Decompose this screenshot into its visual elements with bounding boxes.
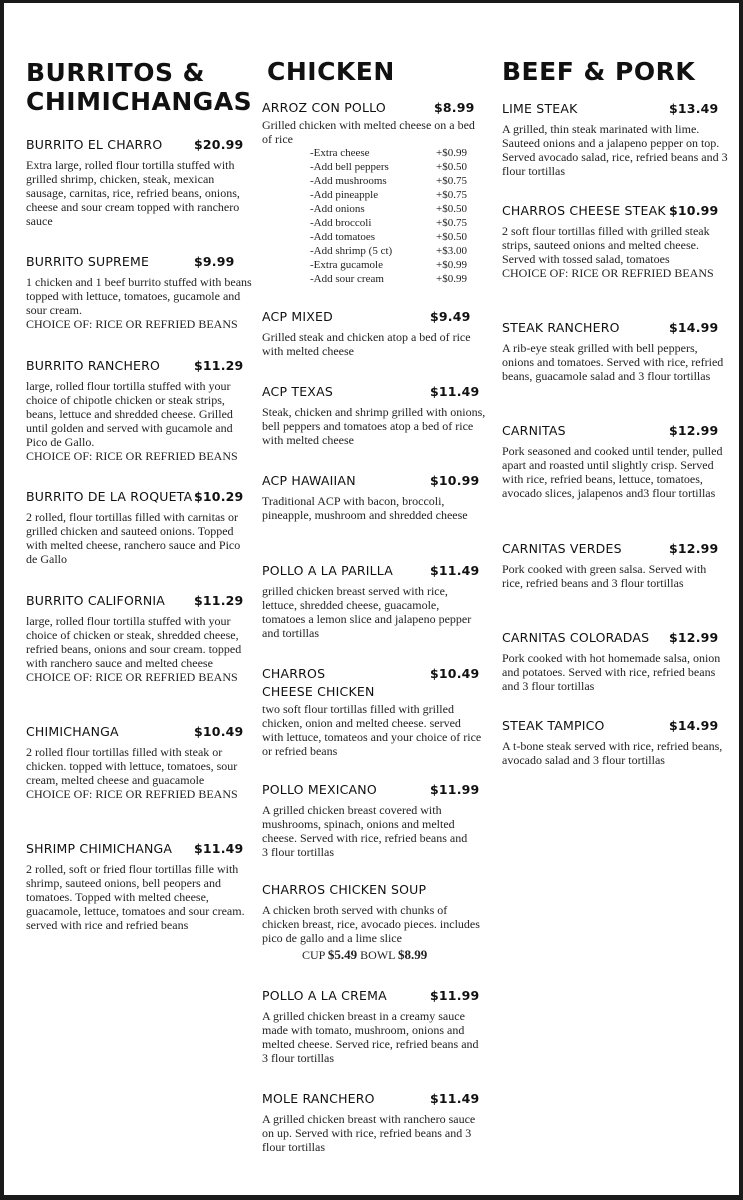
beef-pork-heading: BEEF & PORK xyxy=(502,57,696,86)
item-name: CARNITAS COLORADAS xyxy=(502,630,650,645)
item-choice: CHOICE OF: RICE OR REFRIED BEANS xyxy=(26,449,238,463)
item-name: ACP TEXAS xyxy=(262,384,333,399)
item-description: Grilled chicken with melted cheese on a bed of rice xyxy=(262,118,475,146)
item-price: $11.49 xyxy=(430,384,480,399)
item-description: Pork cooked with hot homemade salsa, onion and potatoes. Served with rice, refried beans and 3 flour tortillas xyxy=(502,651,721,693)
addon-row xyxy=(310,202,490,216)
addon-name: -Add pineapple xyxy=(310,189,379,201)
addon-price: +$0.50 xyxy=(436,231,467,243)
item-price: $11.99 xyxy=(430,988,480,1003)
item-name: CHARROS CHICKEN SOUP xyxy=(262,882,427,897)
menu-item-mole-ranchero xyxy=(262,1091,480,1154)
menu-item-charros-cheese-steak xyxy=(502,203,720,280)
chicken-heading: CHICKEN xyxy=(267,57,395,86)
addon-price: +$0.50 xyxy=(436,203,467,215)
cup-label: CUP xyxy=(302,948,325,962)
item-price: $10.49 xyxy=(430,666,480,681)
addon-price: +$0.75 xyxy=(436,175,467,187)
menu-item-burrito-ranchero xyxy=(26,358,252,463)
menu-item-charros-cheese-chicken xyxy=(262,666,484,758)
item-price: $14.99 xyxy=(669,718,719,733)
item-description: large, rolled flour tortilla stuffed with your choice of chipotle chicken or steak strips, beans, lettuce and shredded cheese. Grilled until golden and served with gucamole and Pico de Gallo. xyxy=(26,379,233,449)
bowl-price: $8.99 xyxy=(398,947,428,962)
item-description: A grilled, thin steak marinated with lime. Sauteed onions and a jalapeno pepper on top. Served avocado salad, rice, refried beans and 3 flour tortillas xyxy=(502,122,728,178)
menu-item-arroz-con-pollo xyxy=(262,100,478,146)
addon-name: -Add tomatoes xyxy=(310,231,376,243)
item-name: POLLO A LA CREMA xyxy=(262,988,387,1003)
addon-name: -Extra cheese xyxy=(310,147,370,159)
item-description: Pork seasoned and cooked until tender, pulled apart and roasted until slightly crisp. Served with rice, refried beans, lettuce, tomatoes, avocado slices, jalapenos and3 flour tortillas xyxy=(502,444,723,500)
item-name: CHARROS CHEESE STEAK xyxy=(502,203,666,218)
item-description: A t-bone steak served with rice, refried beans, avocado salad and 3 flour tortillas xyxy=(502,739,723,767)
item-description: Extra large, rolled flour tortilla stuffed with grilled shrimp, chicken, steak, mexican sausage, carnitas, rice, refried beans, onions, cheese and sour cream topped with ranchero sauce xyxy=(26,158,240,228)
addon-row xyxy=(310,272,490,286)
item-price: $14.99 xyxy=(669,320,719,335)
item-name: POLLO MEXICANO xyxy=(262,782,377,797)
item-description: 2 rolled, flour tortillas filled with carnitas or grilled chicken and sauteed onions. Topped with melted cheese, ranchero sauce and Pico de Gallo xyxy=(26,510,241,566)
item-description: A chicken broth served with chunks of chicken breast, rice, avocado pieces. includes pico de gallo and a lime slice xyxy=(262,903,480,945)
soup-prices xyxy=(262,947,484,963)
menu-item-burrito-supreme xyxy=(26,254,252,331)
addon-price: +$0.75 xyxy=(436,217,467,229)
burritos-heading-line1: BURRITOS & xyxy=(26,58,205,87)
addon-price: +$0.99 xyxy=(436,259,467,271)
menu-item-pollo-mexicano xyxy=(262,782,480,859)
item-name: SHRIMP CHIMICHANGA xyxy=(26,841,173,856)
item-price: $12.99 xyxy=(669,541,719,556)
item-description: A rib-eye steak grilled with bell peppers, onions and tomatoes. Served with rice, refried beans, guacamole salad and 3 flour tortillas xyxy=(502,341,724,383)
item-name: STEAK RANCHERO xyxy=(502,320,620,335)
item-description: two soft flour tortillas filled with grilled chicken, onion and melted cheese. served with lettuce, tomateos and your choice of rice or refried beans xyxy=(262,702,482,758)
addon-name: -Add shrimp (5 ct) xyxy=(310,245,393,257)
addon-name: -Add sour cream xyxy=(310,273,384,285)
item-price: $20.99 xyxy=(194,137,244,152)
menu-page xyxy=(4,3,739,1195)
item-price: $10.99 xyxy=(669,203,719,218)
menu-item-burrito-de-la-roqueta xyxy=(26,489,252,566)
addon-row xyxy=(310,188,490,202)
item-name: ACP HAWAIIAN xyxy=(262,473,356,488)
item-price: $10.29 xyxy=(194,489,244,504)
item-description: 1 chicken and 1 beef burrito stuffed with beans topped with lettuce, tomatoes, gucamole and sour cream. xyxy=(26,275,252,317)
menu-item-burrito-california xyxy=(26,593,252,684)
item-price: $11.49 xyxy=(430,1091,480,1106)
item-name: LIME STEAK xyxy=(502,101,578,116)
cup-price: $5.49 xyxy=(327,947,358,962)
menu-item-shrimp-chimichanga xyxy=(26,841,252,932)
addon-row xyxy=(310,146,490,160)
menu-item-burrito-el-charro xyxy=(26,137,252,228)
menu-item-lime-steak xyxy=(502,101,728,178)
item-description: Steak, chicken and shrimp grilled with onions, bell peppers and tomatoes atop a bed of rice with melted cheese xyxy=(262,405,486,447)
item-choice: CHOICE OF: RICE OR REFRIED BEANS xyxy=(26,787,238,801)
item-name: CHIMICHANGA xyxy=(26,724,119,739)
item-name: BURRITO DE LA ROQUETA xyxy=(26,489,193,504)
menu-item-acp-hawaiian xyxy=(262,473,480,522)
item-description: grilled chicken breast served with rice, lettuce, shredded cheese, guacamole, tomatoes a lemon slice and jalapeno pepper and tortillas xyxy=(262,584,472,640)
addon-price: +$0.75 xyxy=(436,189,467,201)
item-name: BURRITO SUPREME xyxy=(26,254,150,269)
addon-price: +$0.99 xyxy=(436,273,467,285)
item-price: $12.99 xyxy=(669,630,719,645)
addon-row xyxy=(310,244,490,258)
item-name-line2: CHEESE CHICKEN xyxy=(262,684,375,699)
item-description: 2 soft flour tortillas filled with grilled steak strips, sauteed onions and melted cheese. Served with tossed salad, tomatoes xyxy=(502,224,710,266)
item-price: $11.29 xyxy=(194,593,244,608)
menu-item-carnitas xyxy=(502,423,728,500)
item-name: CARNITAS VERDES xyxy=(502,541,622,556)
item-choice: CHOICE OF: RICE OR REFRIED BEANS xyxy=(26,670,238,684)
item-name: CARNITAS xyxy=(502,423,566,438)
item-description: Grilled steak and chicken atop a bed of rice with melted cheese xyxy=(262,330,471,358)
item-choice: CHOICE OF: RICE OR REFRIED BEANS xyxy=(26,317,238,331)
item-description: A grilled chicken breast covered with mushrooms, spinach, onions and melted cheese. Served with rice, refried beans and 3 flour tortillas xyxy=(262,803,468,859)
menu-item-pollo-a-la-parilla xyxy=(262,563,482,640)
item-price: $12.99 xyxy=(669,423,719,438)
addon-row xyxy=(310,230,490,244)
menu-item-steak-ranchero xyxy=(502,320,728,383)
addon-row xyxy=(310,258,490,272)
item-description: large, rolled flour tortilla stuffed with your choice of chicken or steak, shredded cheese, refried beans, onions and sour cream. topped with ranchero sauce and melted cheese xyxy=(26,614,242,670)
addon-row xyxy=(310,160,490,174)
item-description: 2 rolled flour tortillas filled with steak or chicken. topped with lettuce, tomatoes, sour cream, melted cheese and guacamole xyxy=(26,745,238,787)
menu-item-acp-texas xyxy=(262,384,490,447)
item-price: $11.29 xyxy=(194,358,244,373)
item-price: $11.99 xyxy=(430,782,480,797)
menu-item-steak-tampico xyxy=(502,718,724,767)
menu-item-chimichanga xyxy=(26,724,252,801)
item-description: 2 rolled, soft or fried flour tortillas fille with shrimp, sauteed onions, bell peopers and tomatoes. Topped with melted cheese, guacamole, lettuce, tomatoes and sour cream. served with rice and refried beans xyxy=(26,862,245,932)
item-name-line1: CHARROS xyxy=(262,666,326,681)
menu-item-charros-chicken-soup xyxy=(262,882,484,963)
menu-item-carnitas-verdes xyxy=(502,541,724,590)
item-price: $11.49 xyxy=(194,841,244,856)
item-name: POLLO A LA PARILLA xyxy=(262,563,393,578)
item-name: BURRITO CALIFORNIA xyxy=(26,593,166,608)
item-name: STEAK TAMPICO xyxy=(502,718,605,733)
burritos-heading-line2: CHIMICHANGAS xyxy=(26,87,253,116)
item-description: A grilled chicken breast in a creamy sauce made with tomato, mushroom, onions and melted cheese. Served rice, refried beans and 3 flour tortillas xyxy=(262,1009,479,1065)
item-price: $9.99 xyxy=(194,254,235,269)
item-name: BURRITO RANCHERO xyxy=(26,358,161,373)
addon-name: -Extra gucamole xyxy=(310,259,383,271)
item-name: ACP MIXED xyxy=(262,309,333,324)
item-price: $8.99 xyxy=(434,100,475,115)
addon-price: +$3.00 xyxy=(436,245,467,257)
menu-item-carnitas-coloradas xyxy=(502,630,724,693)
item-price: $10.49 xyxy=(194,724,244,739)
addon-name: -Add bell peppers xyxy=(310,161,389,173)
addon-price: +$0.99 xyxy=(436,147,467,159)
item-price: $9.49 xyxy=(430,309,471,324)
item-name: BURRITO EL CHARRO xyxy=(26,137,163,152)
item-description: Traditional ACP with bacon, broccoli, pineapple, mushroom and shredded cheese xyxy=(262,494,468,522)
item-name: MOLE RANCHERO xyxy=(262,1091,375,1106)
bowl-label: BOWL xyxy=(360,948,396,962)
addon-row xyxy=(310,216,490,230)
item-description: Pork cooked with green salsa. Served with rice, refried beans and 3 flour tortillas xyxy=(502,562,707,590)
addon-list xyxy=(310,146,490,286)
addon-row xyxy=(310,174,490,188)
item-price: $13.49 xyxy=(669,101,719,116)
item-description: A grilled chicken breast with ranchero sauce on up. Served with rice, refried beans and 3 flour tortillas xyxy=(262,1112,476,1154)
menu-item-acp-mixed xyxy=(262,309,488,358)
item-price: $10.99 xyxy=(430,473,480,488)
addon-name: -Add broccoli xyxy=(310,217,372,229)
item-name: ARROZ CON POLLO xyxy=(262,100,386,115)
addon-name: -Add mushrooms xyxy=(310,175,387,187)
item-price: $11.49 xyxy=(430,563,480,578)
item-choice: CHOICE OF: RICE OR REFRIED BEANS xyxy=(502,266,714,280)
menu-item-pollo-a-la-crema xyxy=(262,988,480,1065)
addon-price: +$0.50 xyxy=(436,161,467,173)
addon-name: -Add onions xyxy=(310,203,365,215)
